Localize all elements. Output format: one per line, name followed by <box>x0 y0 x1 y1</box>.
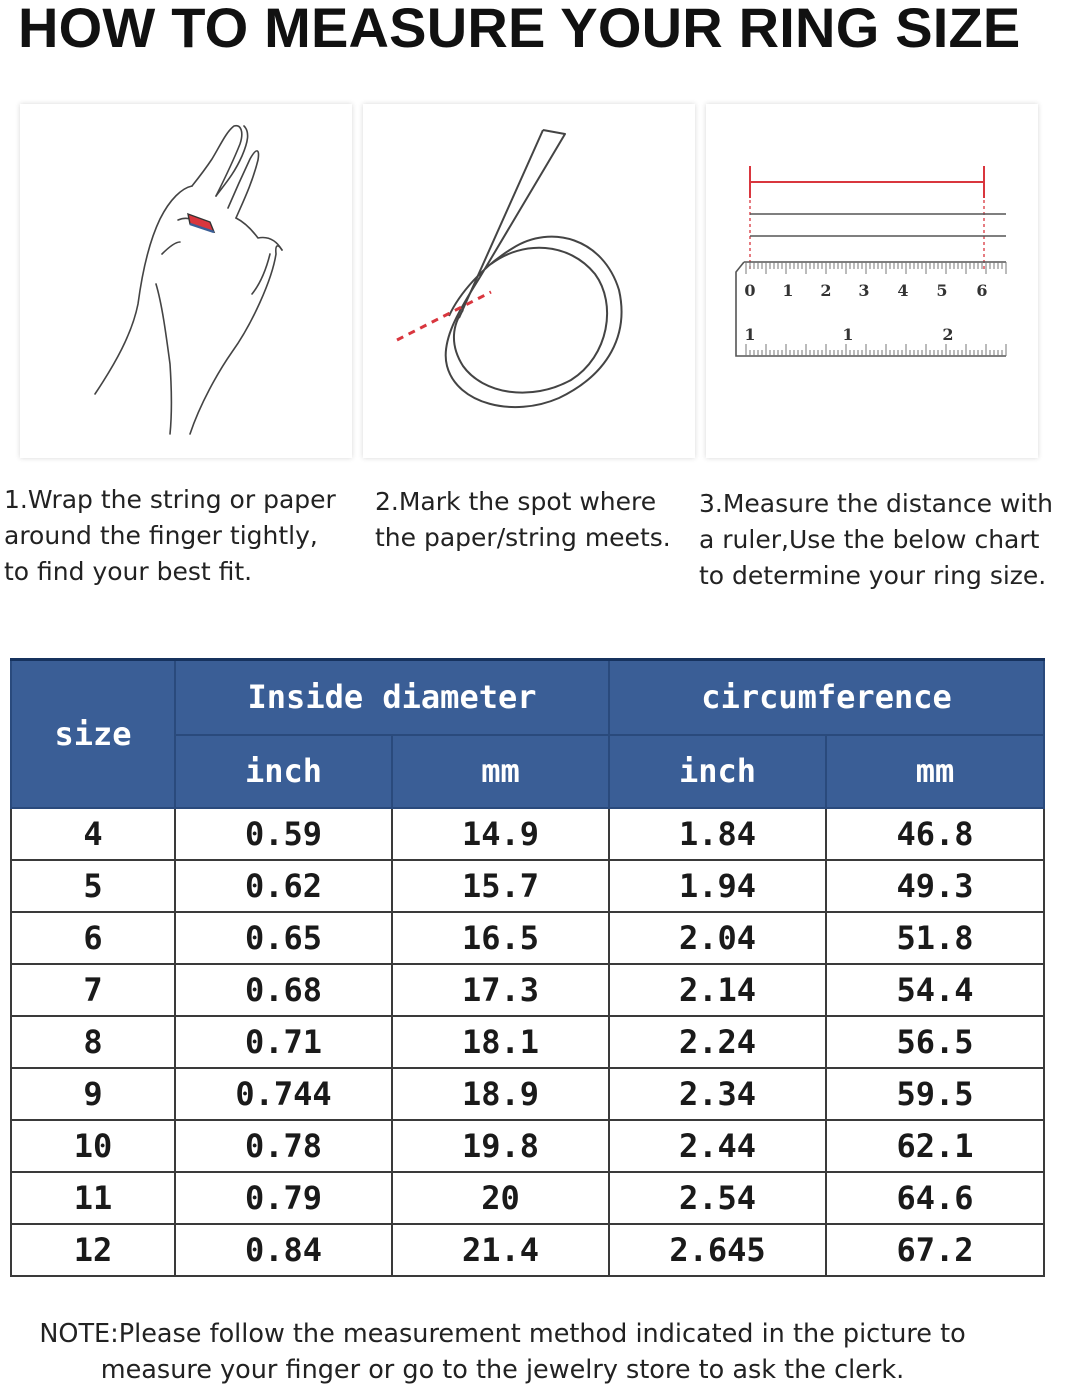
size-cell: 10 <box>11 1120 175 1172</box>
page-title: HOW TO MEASURE YOUR RING SIZE <box>18 0 1021 59</box>
value-cell: 0.71 <box>175 1016 392 1068</box>
value-cell: 0.78 <box>175 1120 392 1172</box>
value-cell: 15.7 <box>392 860 609 912</box>
size-cell: 4 <box>11 808 175 860</box>
value-cell: 67.2 <box>826 1224 1044 1276</box>
value-cell: 20 <box>392 1172 609 1224</box>
ruler-tick-label: 2 <box>942 325 954 344</box>
size-cell: 6 <box>11 912 175 964</box>
value-cell: 0.65 <box>175 912 392 964</box>
ruler-tick-label: 5 <box>936 281 948 300</box>
table-row <box>11 1120 1044 1172</box>
ring-size-table <box>10 658 1045 1277</box>
ruler-tick-label: 0 <box>744 281 756 300</box>
value-cell: 2.44 <box>609 1120 826 1172</box>
table-body <box>11 808 1044 1276</box>
subheader-diameter-mm: mm <box>392 735 609 808</box>
value-cell: 64.6 <box>826 1172 1044 1224</box>
mark-spot-illustration <box>363 104 695 458</box>
step-1-text: 1.Wrap the string or paper around the finger tightly, to find your best fit. <box>4 485 336 586</box>
value-cell: 54.4 <box>826 964 1044 1016</box>
value-cell: 0.68 <box>175 964 392 1016</box>
value-cell: 0.59 <box>175 808 392 860</box>
value-cell: 2.645 <box>609 1224 826 1276</box>
header-circumference: circumference <box>609 660 1044 735</box>
table-row <box>11 1224 1044 1276</box>
value-cell: 1.84 <box>609 808 826 860</box>
value-cell: 21.4 <box>392 1224 609 1276</box>
ruler-illustration <box>706 104 1038 458</box>
step-2-text: 2.Mark the spot where the paper/string meets. <box>375 487 671 552</box>
table-row <box>11 1016 1044 1068</box>
ruler-tick-label: 1 <box>842 325 854 344</box>
size-cell: 11 <box>11 1172 175 1224</box>
ring-size-chart <box>10 658 1043 1271</box>
size-cell: 12 <box>11 1224 175 1276</box>
paper-loop-icon <box>363 104 695 458</box>
step-3-text: 3.Measure the distance with a ruler,Use the below chart to determine your ring size. <box>699 489 1053 590</box>
value-cell: 0.79 <box>175 1172 392 1224</box>
table-row <box>11 1172 1044 1224</box>
ruler-tick-label: 6 <box>976 281 988 300</box>
size-cell: 9 <box>11 1068 175 1120</box>
size-cell: 7 <box>11 964 175 1016</box>
hand-illustration <box>20 104 352 458</box>
subheader-diameter-inch: inch <box>175 735 392 808</box>
value-cell: 51.8 <box>826 912 1044 964</box>
header-size: size <box>11 660 175 808</box>
value-cell: 2.14 <box>609 964 826 1016</box>
value-cell: 56.5 <box>826 1016 1044 1068</box>
value-cell: 0.744 <box>175 1068 392 1120</box>
value-cell: 19.8 <box>392 1120 609 1172</box>
value-cell: 62.1 <box>826 1120 1044 1172</box>
note-text: NOTE:Please follow the measurement method indicated in the picture to measure your finger or go to the jewelry store to ask the clerk. <box>39 1319 966 1385</box>
ruler-tick-label: 1 <box>744 325 756 344</box>
value-cell: 59.5 <box>826 1068 1044 1120</box>
ruler-tick-label: 3 <box>858 281 870 300</box>
ruler-tick-label: 1 <box>782 281 794 300</box>
table-row <box>11 808 1044 860</box>
value-cell: 46.8 <box>826 808 1044 860</box>
table-row <box>11 964 1044 1016</box>
table-row <box>11 860 1044 912</box>
value-cell: 2.34 <box>609 1068 826 1120</box>
table-row <box>11 912 1044 964</box>
value-cell: 2.54 <box>609 1172 826 1224</box>
table-row <box>11 1068 1044 1120</box>
subheader-circumference-inch: inch <box>609 735 826 808</box>
value-cell: 17.3 <box>392 964 609 1016</box>
ruler-icon <box>706 104 1038 458</box>
value-cell: 2.04 <box>609 912 826 964</box>
value-cell: 0.84 <box>175 1224 392 1276</box>
value-cell: 0.62 <box>175 860 392 912</box>
ruler-tick-label: 2 <box>820 281 832 300</box>
size-cell: 5 <box>11 860 175 912</box>
subheader-circumference-mm: mm <box>826 735 1044 808</box>
ruler-tick-label: 4 <box>897 281 909 300</box>
value-cell: 49.3 <box>826 860 1044 912</box>
hand-wrap-icon <box>20 104 352 458</box>
header-inside-diameter: Inside diameter <box>175 660 609 735</box>
value-cell: 16.5 <box>392 912 609 964</box>
value-cell: 18.9 <box>392 1068 609 1120</box>
value-cell: 1.94 <box>609 860 826 912</box>
value-cell: 14.9 <box>392 808 609 860</box>
value-cell: 18.1 <box>392 1016 609 1068</box>
size-cell: 8 <box>11 1016 175 1068</box>
value-cell: 2.24 <box>609 1016 826 1068</box>
